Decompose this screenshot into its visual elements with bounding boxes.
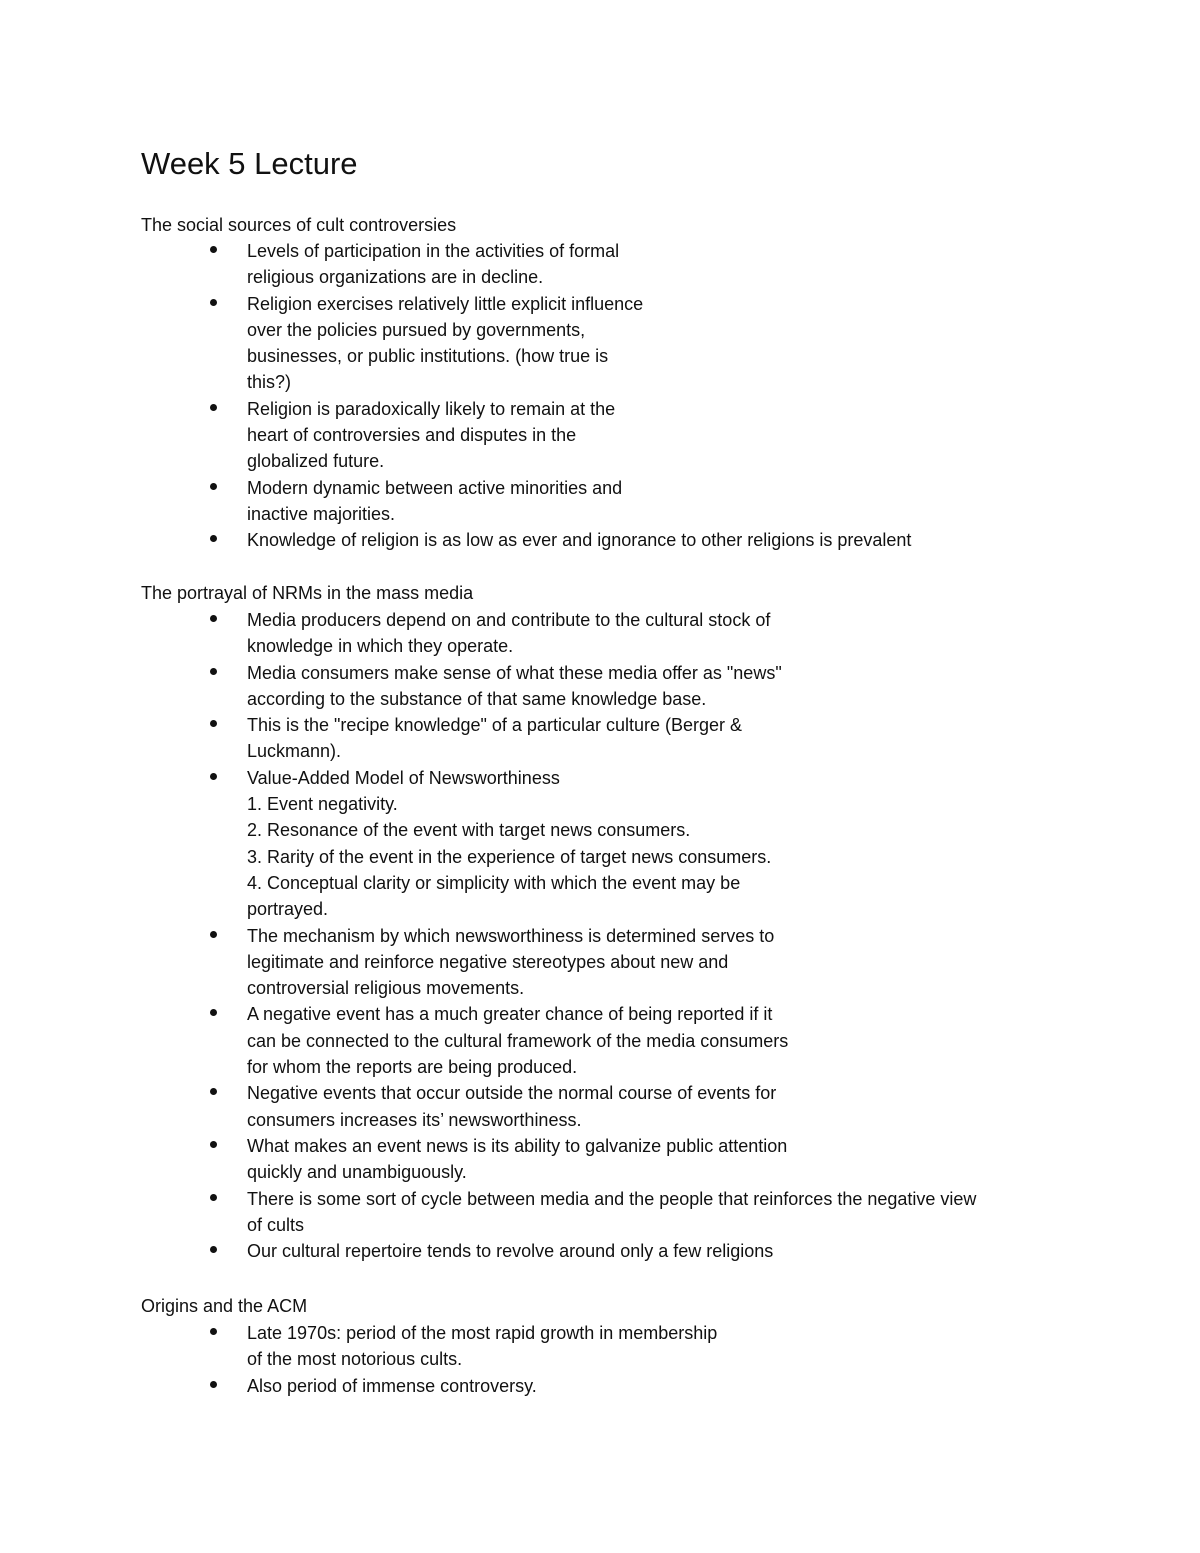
bullet-text-line: consumers increases its’ newsworthiness. [247, 1109, 582, 1130]
bullet-icon [210, 1088, 217, 1095]
bullet-item [210, 1373, 717, 1399]
bullet-text-line: religious organizations are in decline. [247, 267, 544, 288]
bullet-text-line: portrayed. [247, 899, 329, 920]
bullet-item [210, 607, 976, 660]
bullet-text-line: inactive majorities. [247, 503, 396, 524]
bullet-text-line: 1. Event negativity. [247, 794, 398, 815]
bullet-item [210, 1080, 976, 1133]
bullet-icon [210, 483, 217, 490]
bullet-item [210, 396, 911, 475]
bullet-text-line: of cults [247, 1214, 305, 1235]
bullet-text-line: businesses, or public institutions. (how true is [247, 346, 609, 367]
bullet-item [210, 475, 911, 528]
bullet-text-line: according to the substance of that same knowledge base. [247, 688, 707, 709]
bullet-text-line: controversial religious movements. [247, 978, 525, 999]
bullet-text-line: heart of controversies and disputes in the [247, 425, 577, 446]
bullet-text-line: can be connected to the cultural framework of the media consumers [247, 1030, 789, 1051]
bullet-text-line: Late 1970s: period of the most rapid growth in membership [247, 1323, 718, 1343]
bullet-text-line: Media consumers make sense of what these media offer as "news" [247, 662, 782, 683]
bullet-text-line: Knowledge of religion is as low as ever and ignorance to other religions is prevalent [247, 530, 912, 551]
bullet-text-line: for whom the reports are being produced. [247, 1057, 578, 1078]
bullet-text-line: Modern dynamic between active minorities and [247, 477, 623, 498]
bullet-item [210, 660, 976, 713]
bullet-item [210, 1001, 976, 1080]
bullet-icon [210, 1246, 217, 1253]
bullet-text-line: 3. Rarity of the event in the experience of target news consumers. [247, 846, 772, 867]
bullet-text-line: This is the "recipe knowledge" of a particular culture (Berger & [247, 715, 743, 736]
bullet-item [210, 291, 911, 396]
bullet-text-line: legitimate and reinforce negative stereotypes about new and [247, 951, 729, 972]
bullet-icon [210, 615, 217, 622]
bullet-text-line: Luckmann). [247, 741, 342, 762]
bullet-text-line: of the most notorious cults. [247, 1349, 463, 1370]
bullet-item [210, 923, 976, 1002]
bullet-text-line: knowledge in which they operate. [247, 636, 514, 657]
bullet-icon [210, 535, 217, 542]
bullet-icon [210, 1328, 217, 1335]
bullet-text-line: over the policies pursued by governments, [247, 319, 586, 340]
bullet-text-line: 2. Resonance of the event with target news consumers. [247, 820, 691, 841]
bullet-list [210, 607, 976, 1264]
bullet-text-line: this?) [247, 372, 292, 393]
bullet-list [210, 238, 911, 554]
bullet-item [210, 712, 976, 765]
bullet-item [210, 527, 911, 553]
bullet-icon [210, 404, 217, 411]
bullet-text-line: What makes an event news is its ability to galvanize public attention [247, 1135, 788, 1156]
bullet-text-line: 4. Conceptual clarity or simplicity with which the event may be [247, 872, 741, 893]
bullet-text-line: Also period of immense controversy. [247, 1375, 537, 1396]
bullet-icon [210, 1381, 217, 1388]
bullet-item [210, 1133, 976, 1186]
bullet-item [210, 238, 911, 291]
bullet-item [210, 1320, 717, 1373]
section-heading: The social sources of cult controversies [141, 215, 457, 235]
bullet-icon [210, 246, 217, 253]
bullet-icon [210, 1009, 217, 1016]
bullet-text-line: quickly and unambiguously. [247, 1162, 467, 1183]
bullet-icon [210, 299, 217, 306]
section-heading: Origins and the ACM [141, 1296, 308, 1316]
bullet-icon [210, 931, 217, 938]
bullet-item [210, 1238, 976, 1264]
bullet-text-line: Our cultural repertoire tends to revolve around only a few religions [247, 1241, 774, 1262]
bullet-list [210, 1320, 717, 1399]
bullet-item [210, 1186, 976, 1239]
bullet-text-line: Value-Added Model of Newsworthiness [247, 767, 560, 788]
bullet-text-line: The mechanism by which newsworthiness is determined serves to [247, 925, 775, 946]
bullet-text-line: Media producers depend on and contribute to the cultural stock of [247, 610, 771, 630]
bullet-text-line: Negative events that occur outside the normal course of events for [247, 1083, 777, 1104]
bullet-icon [210, 773, 217, 780]
bullet-icon [210, 1194, 217, 1201]
bullet-text-line: Levels of participation in the activities of formal [247, 241, 620, 261]
bullet-item [210, 765, 976, 923]
bullet-icon [210, 668, 217, 675]
bullet-text-line: Religion exercises relatively little explicit influence [247, 293, 644, 314]
page-title: Week 5 Lecture [141, 146, 358, 181]
section-heading: The portrayal of NRMs in the mass media [141, 583, 474, 603]
bullet-text-line: globalized future. [247, 451, 385, 472]
bullet-text-line: A negative event has a much greater chance of being reported if it [247, 1004, 773, 1025]
bullet-icon [210, 720, 217, 727]
bullet-icon [210, 1141, 217, 1148]
bullet-text-line: There is some sort of cycle between media and the people that reinforces the negative view [247, 1188, 977, 1209]
bullet-text-line: Religion is paradoxically likely to remain at the [247, 398, 616, 419]
